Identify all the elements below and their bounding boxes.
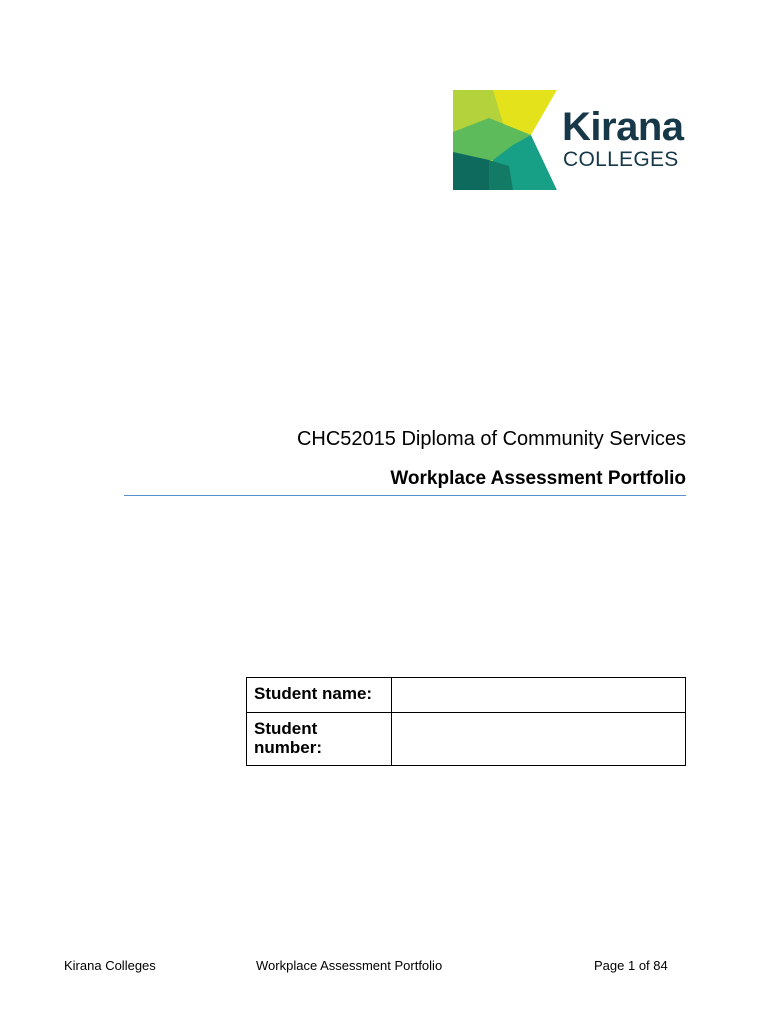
footer-document-title: Workplace Assessment Portfolio xyxy=(256,958,443,973)
logo-wordmark: Kirana xyxy=(562,105,684,149)
table-row xyxy=(247,678,686,713)
footer-organisation: Kirana Colleges xyxy=(64,958,156,973)
logo-subtitle: COLLEGES xyxy=(563,148,679,171)
title-divider xyxy=(124,495,686,496)
student-name-field[interactable] xyxy=(392,678,686,713)
course-title: CHC52015 Diploma of Community Services xyxy=(296,428,686,450)
student-number-field[interactable] xyxy=(392,713,686,766)
student-name-label: Student name: xyxy=(247,678,392,713)
document-title: Workplace Assessment Portfolio xyxy=(390,468,686,489)
student-number-label: Student number: xyxy=(247,713,392,766)
kirana-colleges-logo xyxy=(453,90,698,190)
student-details-table xyxy=(246,677,686,766)
table-row xyxy=(247,713,686,766)
footer-page-number: Page 1 of 84 xyxy=(594,958,668,973)
kirana-logo-icon xyxy=(453,90,557,190)
